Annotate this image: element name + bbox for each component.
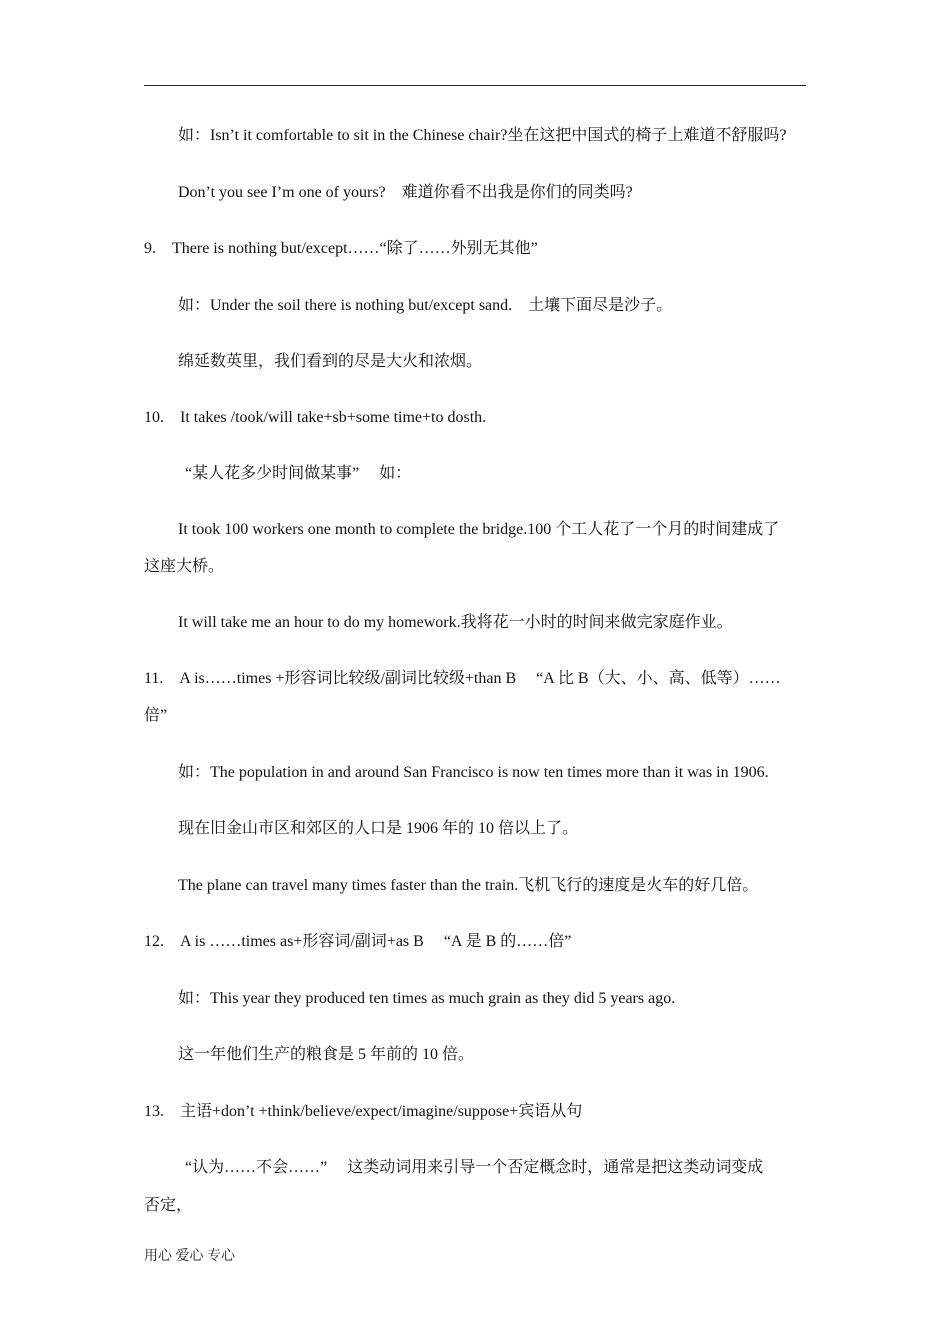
item-meaning: “认为……不会……” 这类动词用来引导一个否定概念时，通常是把这类动词变成 (185, 1159, 764, 1176)
example-line-continued: 这座大桥。 (144, 558, 225, 575)
item-meaning-continued: 否定， (144, 1197, 193, 1214)
example-line: 现在旧金山市区和郊区的人口是 1906 年的 10 倍以上了。 (178, 820, 579, 837)
item-heading-10: 10. It takes /took/will take+sb+some time+to dosth. (144, 409, 487, 426)
example-line: 如：The population in and around San Francisco is now ten times more than it was in 1906. (178, 764, 769, 781)
item-meaning: “某人花多少时间做某事” 如： (185, 465, 412, 482)
example-line: It will take me an hour to do my homework.我将花一小时的时间来做完家庭作业。 (178, 614, 733, 631)
example-line: 如：Isn’t it comfortable to sit in the Chinese chair?坐在这把中国式的椅子上难道不舒服吗? (178, 127, 787, 144)
page-footer: 用心 爱心 专心 (144, 1249, 235, 1264)
item-heading-continued: 倍” (144, 707, 168, 724)
example-line: 绵延数英里，我们看到的尽是大火和浓烟。 (178, 353, 483, 370)
item-heading-13: 13. 主语+don’t +think/believe/expect/imagine/suppose+宾语从句 (144, 1103, 583, 1120)
example-line: Don’t you see I’m one of yours? 难道你看不出我是你们的同类吗? (178, 184, 633, 201)
example-line: The plane can travel many times faster than the train.飞机飞行的速度是火车的好几倍。 (178, 877, 759, 894)
example-line: It took 100 workers one month to complete the bridge.100 个工人花了一个月的时间建成了 (178, 521, 780, 538)
example-line: 这一年他们生产的粮食是 5 年前的 10 倍。 (178, 1046, 475, 1063)
item-heading-11: 11. A is……times +形容词比较级/副词比较级+than B “A 比 B（大、小、高、低等）…… (144, 670, 781, 687)
example-line: 如：This year they produced ten times as much grain as they did 5 years ago. (178, 990, 676, 1007)
item-heading-9: 9. There is nothing but/except……“除了……外别无其他” (144, 240, 538, 257)
example-line: 如：Under the soil there is nothing but/except sand. 土壤下面尽是沙子。 (178, 297, 673, 314)
header-rule (144, 85, 806, 86)
item-heading-12: 12. A is ……times as+形容词/副词+as B “A 是 B 的……倍” (144, 933, 572, 950)
